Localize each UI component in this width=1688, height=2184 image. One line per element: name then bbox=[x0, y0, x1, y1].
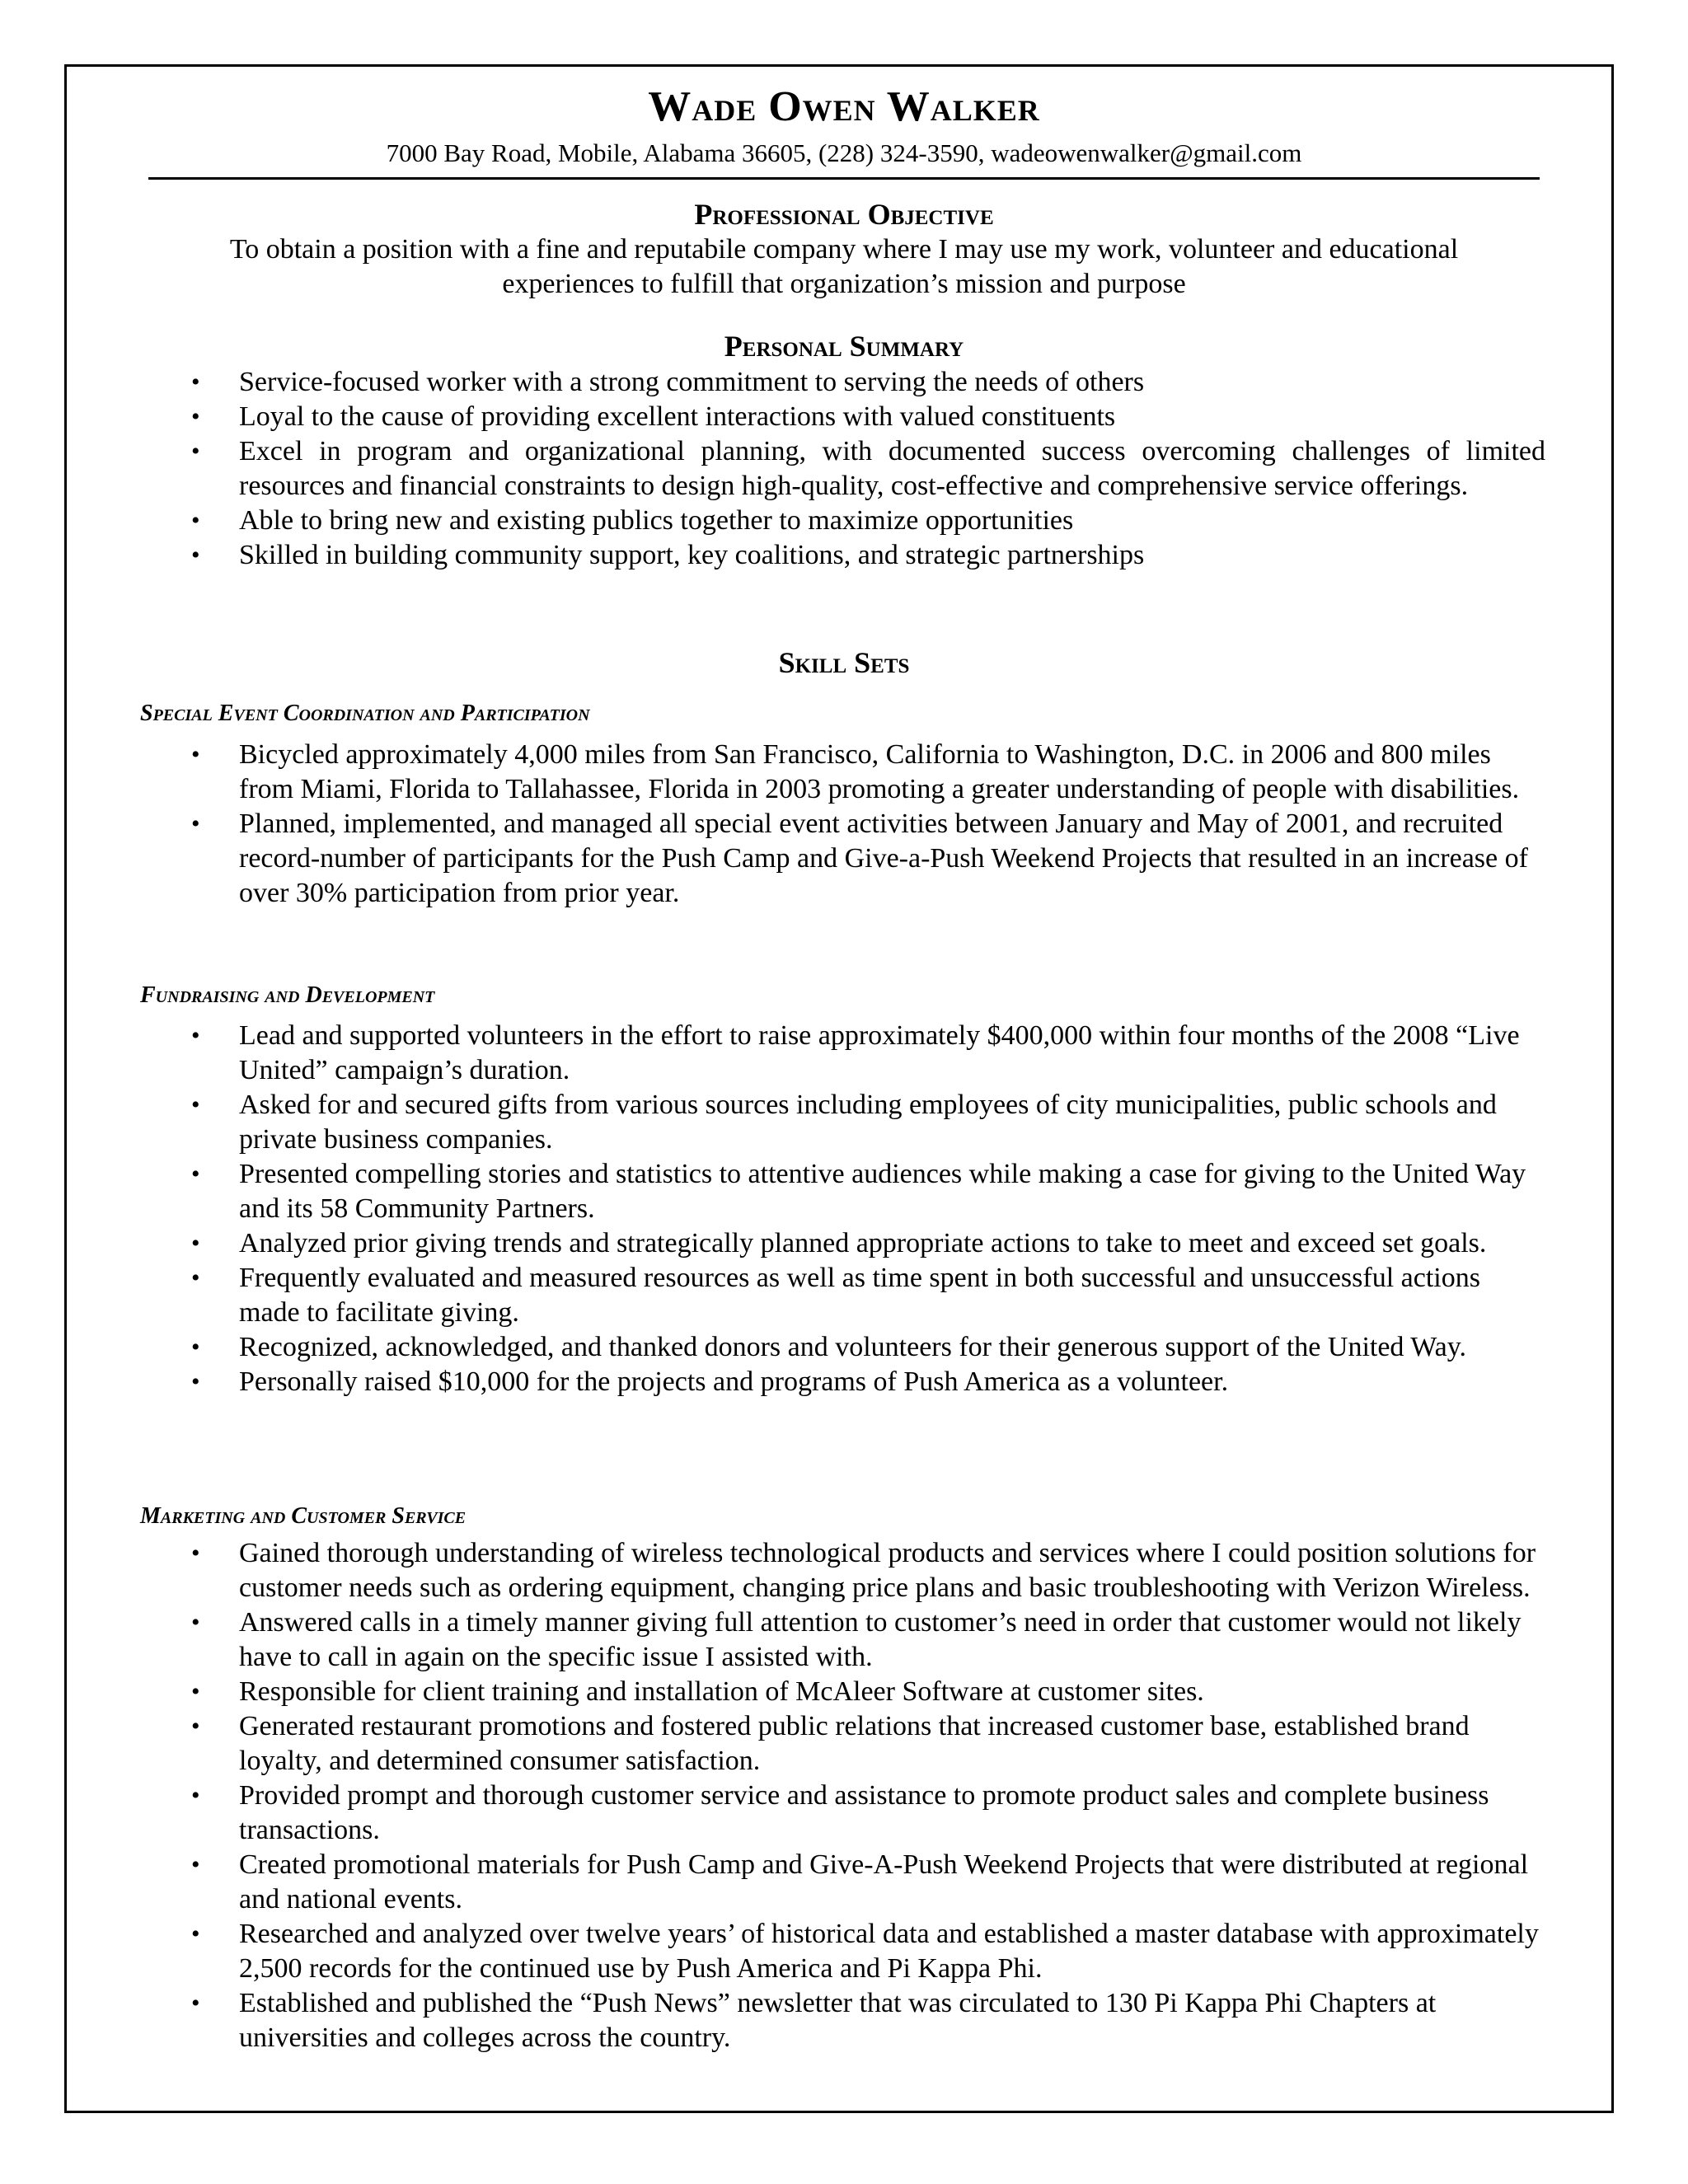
bullet-icon: • bbox=[191, 541, 200, 569]
summary-list bbox=[0, 365, 1688, 573]
list-item: • Established and published the “Push News” newsletter that was circulated to 130 Pi Kappa Phi Chapters at universities and colleges across the country. bbox=[191, 1988, 1437, 2053]
bullet-icon: • bbox=[191, 1091, 200, 1118]
bullet-icon: • bbox=[191, 1713, 200, 1740]
bullet-icon: • bbox=[191, 1333, 200, 1361]
bullet-icon: • bbox=[191, 403, 200, 430]
list-item: • Bicycled approximately 4,000 miles from San Francisco, California to Washington, D.C. in 2006 and 800 miles from Miami, Florida to Tallahassee, Florida in 2003 promoting a greater understanding of people with disabilities. bbox=[191, 739, 1520, 804]
list-item: • Generated restaurant promotions and fostered public relations that increased customer base, established brand loyalty, and determined consumer satisfaction. bbox=[191, 1711, 1470, 1776]
skill-group-list bbox=[0, 738, 1688, 911]
contact-line: 7000 Bay Road, Mobile, Alabama 36605, (228) 324-3590, wadeowenwalker@gmail.com bbox=[386, 138, 1302, 167]
skill-group-title: Fundraising and Development bbox=[140, 982, 435, 1008]
list-item: • Presented compelling stories and statistics to attentive audiences while making a case for giving to the United Way and its 58 Community Partners. bbox=[191, 1159, 1526, 1224]
skill-group-title: Special Event Coordination and Participation bbox=[140, 701, 590, 726]
list-item: • Able to bring new and existing publics together to maximize opportunities bbox=[0, 504, 1688, 538]
list-item: • Answered calls in a timely manner giving full attention to customer’s need in order that customer would not likely have to call in again on the specific issue I assisted with. bbox=[191, 1607, 1522, 1672]
list-item: • Lead and supported volunteers in the effort to raise approximately $400,000 within four months of the 2008 “Live United” campaign’s duration. bbox=[191, 1020, 1520, 1085]
bullet-icon: • bbox=[191, 368, 200, 396]
list-item: • Service-focused worker with a strong commitment to serving the needs of others bbox=[0, 365, 1688, 400]
list-item: • Excel in program and organizational planning, with documented success overcoming challenges of limited resources and financial constraints to design high-quality, cost-effective and comprehensive service offerings. bbox=[191, 436, 1545, 501]
list-item: • Asked for and secured gifts from various sources including employees of city municipalities, public schools and private business companies. bbox=[191, 1090, 1497, 1155]
bullet-icon: • bbox=[191, 1678, 200, 1705]
objective-heading: Professional Objective bbox=[694, 198, 994, 231]
objective-line-2: experiences to fulfill that organization’s mission and purpose bbox=[502, 269, 1186, 299]
bullet-icon: • bbox=[191, 1264, 200, 1291]
header-rule bbox=[148, 177, 1540, 180]
summary-heading: Personal Summary bbox=[724, 330, 964, 363]
resume-name: Wade Owen Walker bbox=[648, 83, 1040, 130]
list-item: • Researched and analyzed over twelve years’ of historical data and established a master database with approximately 2,500 records for the continued use by Push America and Pi Kappa Phi. bbox=[191, 1919, 1539, 1984]
bullet-icon: • bbox=[191, 1540, 200, 1567]
skill-group-list bbox=[0, 1019, 1688, 1399]
bullet-icon: • bbox=[191, 1022, 200, 1049]
list-item: • Responsible for client training and installation of McAleer Software at customer sites. bbox=[0, 1675, 1688, 1709]
skill-group-title: Marketing and Customer Service bbox=[140, 1503, 467, 1529]
list-item: • Gained thorough understanding of wireless technological products and services where I could position solutions for customer needs such as ordering equipment, changing price plans and basic troubleshooting with Verizon Wireless. bbox=[191, 1538, 1536, 1603]
bullet-icon: • bbox=[191, 1920, 200, 1947]
list-item: • Personally raised $10,000 for the projects and programs of Push America as a volunteer. bbox=[0, 1365, 1688, 1399]
skills-heading: Skill Sets bbox=[778, 646, 910, 679]
bullet-icon: • bbox=[191, 438, 200, 465]
list-item: • Created promotional materials for Push Camp and Give-A-Push Weekend Projects that were distributed at regional and national events. bbox=[191, 1849, 1529, 1915]
bullet-icon: • bbox=[191, 741, 200, 768]
bullet-icon: • bbox=[191, 1160, 200, 1188]
bullet-icon: • bbox=[191, 1368, 200, 1395]
list-item: • Loyal to the cause of providing excellent interactions with valued constituents bbox=[0, 400, 1688, 434]
list-item: • Frequently evaluated and measured resources as well as time spent in both successful and unsuccessful actions made to facilitate giving. bbox=[191, 1263, 1480, 1328]
list-item: • Provided prompt and thorough customer service and assistance to promote product sales and complete business transactions. bbox=[191, 1780, 1489, 1845]
bullet-icon: • bbox=[191, 507, 200, 534]
list-item: • Skilled in building community support, key coalitions, and strategic partnerships bbox=[0, 538, 1688, 573]
list-item: • Planned, implemented, and managed all special event activities between January and May of 2001, and recruited record-number of participants for the Push Camp and Give-a-Push Weekend Projects that resulted in an increase of over 30% participation from prior year. bbox=[191, 808, 1528, 908]
skill-group-list bbox=[0, 1536, 1688, 2055]
bullet-icon: • bbox=[191, 1851, 200, 1878]
list-item: • Recognized, acknowledged, and thanked donors and volunteers for their generous support of the United Way. bbox=[0, 1330, 1688, 1365]
bullet-icon: • bbox=[191, 1782, 200, 1809]
bullet-icon: • bbox=[191, 1609, 200, 1636]
objective-line-1: To obtain a position with a fine and reputabile company where I may use my work, volunteer and educational bbox=[229, 234, 1459, 265]
bullet-icon: • bbox=[191, 1990, 200, 2017]
bullet-icon: • bbox=[191, 810, 200, 837]
list-item: • Analyzed prior giving trends and strategically planned appropriate actions to take to meet and exceed set goals. bbox=[0, 1226, 1688, 1261]
bullet-icon: • bbox=[191, 1230, 200, 1257]
